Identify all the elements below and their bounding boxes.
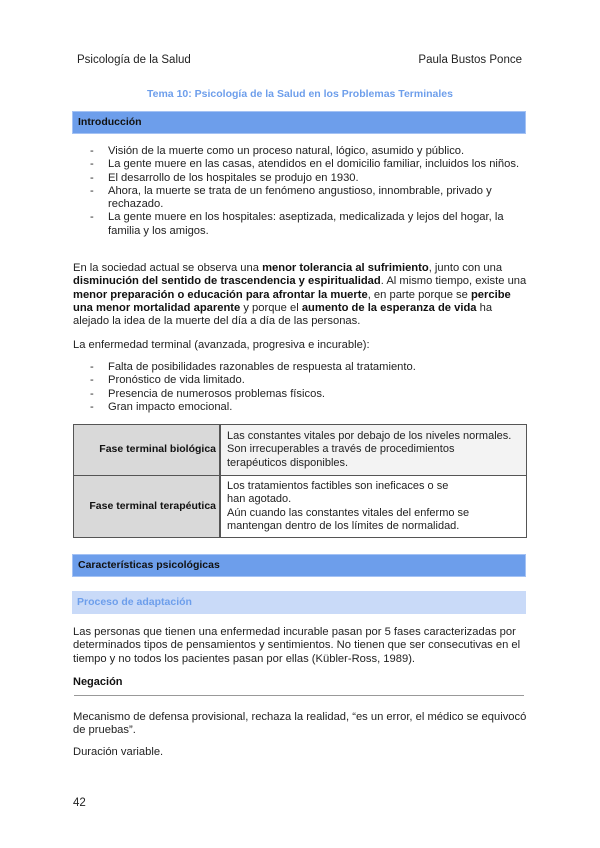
bold-span: disminución del sentido de trascendencia y espiritualidad [73,275,381,288]
bold-span: percibe una menor mortalidad aparente [73,288,511,314]
list-item: - Falta de posibilidades razonables de respuesta al tratamiento. [90,361,520,374]
adaptation-paragraph: Las personas que tienen una enfermedad incurable pasan por 5 fases caracterizadas por determinados tipos de pensamientos y sentimientos. No tienen que ser consecutivas en el tiempo y no todos los pacientes pasan por ellas (Kübler-Ross, 1989). [73,626,521,665]
text-span: , en parte porque se [367,288,471,301]
page-header [77,54,522,66]
negacion-duration: Duración variable. [73,746,164,758]
text-span: y porque el [240,301,302,314]
list-item: - Gran impacto emocional. [90,401,520,414]
subsection-heading-proceso: Proceso de adaptación [72,591,526,614]
negacion-text: Mecanismo de defensa provisional, rechaza la realidad, “es un error, el médico se equivocó de pruebas”. [73,711,527,737]
text-span: . Al mismo tiempo, existe una [380,275,527,288]
heading-divider [74,695,524,696]
phase-label: Fase terminal biológica [74,425,221,476]
list-item: - La gente muere en los hospitales: aseptizada, medicalizada y lejos del hogar, la familia y los amigos. [90,211,520,238]
document-title: Tema 10: Psicología de la Salud en los Problemas Terminales [147,88,453,100]
phase-description [220,425,527,476]
terminal-intro: La enfermedad terminal (avanzada, progresiva e incurable): [73,339,370,351]
description-line: mantengan dentro de los límites de normalidad. [227,519,460,532]
text-span: , junto con una [428,262,503,274]
phase-label: Fase terminal terapéutica [74,476,221,538]
list-item: - El desarrollo de los hospitales se produjo en 1930. [90,172,520,185]
text-span: ha alejado la idea de la muerte del día a día de las personas. [73,301,493,328]
terminal-phases-table [73,424,527,538]
intro-bullet-list [90,145,520,238]
society-paragraph [73,262,528,328]
bold-span: menor tolerancia al sufrimiento [262,262,429,274]
bold-span: menor preparación o educación para afrontar la muerte [73,288,368,301]
bold-span: aumento de la esperanza de vida [301,301,477,314]
negacion-heading: Negación [73,676,123,688]
author-name: Paula Bustos Ponce [418,54,522,66]
text-span: En la sociedad actual se observa una [73,262,263,274]
description-line: han agotado. [227,493,292,506]
description-line: Las constantes vitales por debajo de los niveles normales. [227,430,512,443]
list-item: - La gente muere en las casas, atendidos en el domicilio familiar, incluidos los niños. [90,158,520,171]
table-row [74,476,527,538]
list-item: - Presencia de numerosos problemas físicos. [90,388,520,401]
section-heading-caracteristicas: Características psicológicas [72,554,526,577]
description-line: terapéuticos disponibles. [227,456,349,469]
section-heading-introduccion: Introducción [72,111,526,134]
list-item: - Pronóstico de vida limitado. [90,374,520,387]
description-line: Los tratamientos factibles son ineficaces o se [227,480,449,492]
list-item: - Visión de la muerte como un proceso natural, lógico, asumido y público. [90,145,520,158]
course-name: Psicología de la Salud [77,54,191,66]
table-row [74,425,527,476]
phase-description [220,476,527,538]
description-line: Son irrecuperables a través de procedimientos [227,443,455,456]
page-number: 42 [73,797,86,809]
terminal-bullet-list [90,361,520,414]
list-item: - Ahora, la muerte se trata de un fenómeno angustioso, innombrable, privado y rechazado. [90,185,520,212]
description-line: Aún cuando las constantes vitales del enfermo se [227,506,470,519]
